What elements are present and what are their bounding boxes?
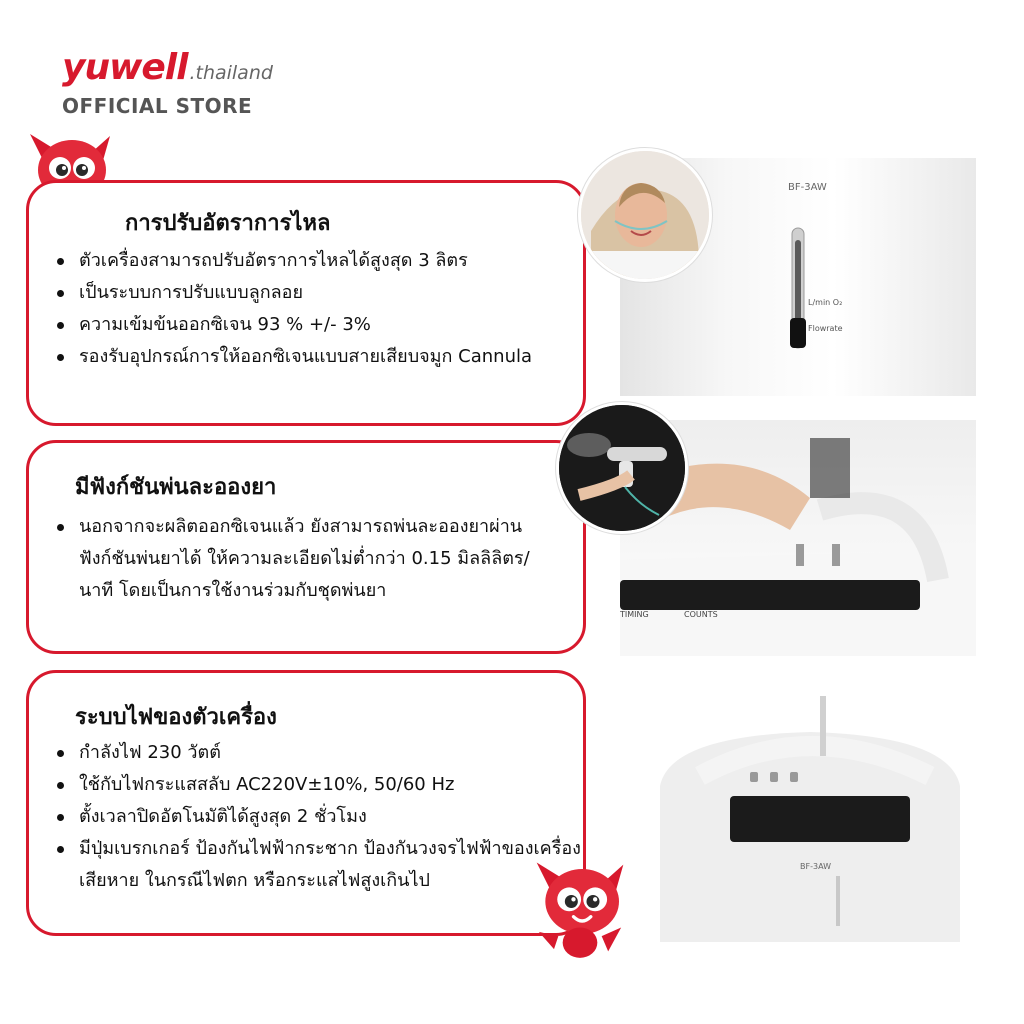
patient-cannula-photo — [578, 148, 712, 282]
brand-suffix: .thailand — [189, 62, 273, 84]
mascot-icon — [528, 856, 632, 960]
device-full-photo — [640, 676, 976, 942]
brand-logo[interactable] — [62, 48, 273, 88]
flowrate-label: Flowrate — [808, 324, 843, 333]
nebulizer-title: มีฟังก์ชันพ่นละอองยา — [75, 475, 277, 500]
list-item: ตัวเครื่องสามารถปรับอัตราการไหลได้สูงสุด 3 ลิตร — [53, 245, 573, 277]
list-item: นอกจากจะผลิตออกซิเจนแล้ว ยังสามารถพ่นละอองยาผ่านฟังก์ชันพ่นยาได้ ให้ความละเอียดไม่ต่ำกว่า 0.15 มิลลิลิตร/นาที โดยเป็นการใช้งานร่วมกับชุดพ่นยา — [53, 511, 553, 607]
brand-header — [62, 48, 273, 118]
list-item: รองรับอุปกรณ์การให้ออกซิเจนแบบสายเสียบจมูก Cannula — [53, 341, 573, 373]
brand-logo-text: yuwell — [62, 47, 188, 88]
flow-rate-list — [53, 245, 573, 373]
store-label: OFFICIAL STORE — [62, 94, 253, 118]
counts-label: COUNTS — [684, 610, 718, 619]
nebulizer-photo — [556, 402, 688, 534]
flow-rate-card — [26, 180, 586, 426]
flow-unit-label: L/min O₂ — [808, 298, 843, 307]
power-system-title: ระบบไฟของตัวเครื่อง — [75, 705, 277, 730]
list-item: กำลังไฟ 230 วัตต์ — [53, 737, 583, 769]
list-item: ความเข้มข้นออกซิเจน 93 % +/- 3% — [53, 309, 573, 341]
nebulizer-list — [53, 511, 553, 607]
model-label-2: BF-3AW — [800, 862, 832, 871]
power-system-list — [53, 737, 583, 897]
list-item: มีปุ่มเบรกเกอร์ ป้องกันไฟฟ้ากระชาก ป้องกันวงจรไฟฟ้าของเครื่องเสียหาย ในกรณีไฟตก หรือกระแสไฟสูงเกินไป — [53, 833, 583, 897]
power-system-card — [26, 670, 586, 936]
timing-label: TIMING — [620, 610, 649, 619]
list-item: ตั้งเวลาปิดอัตโนมัติได้สูงสุด 2 ชั่วโมง — [53, 801, 583, 833]
nebulizer-card — [26, 440, 586, 654]
list-item: เป็นระบบการปรับแบบลูกลอย — [53, 277, 573, 309]
model-label: BF-3AW — [788, 182, 827, 193]
flow-rate-title: การปรับอัตราการไหล — [125, 211, 331, 236]
list-item: ใช้กับไฟกระแสสลับ AC220V±10%, 50/60 Hz — [53, 769, 583, 801]
